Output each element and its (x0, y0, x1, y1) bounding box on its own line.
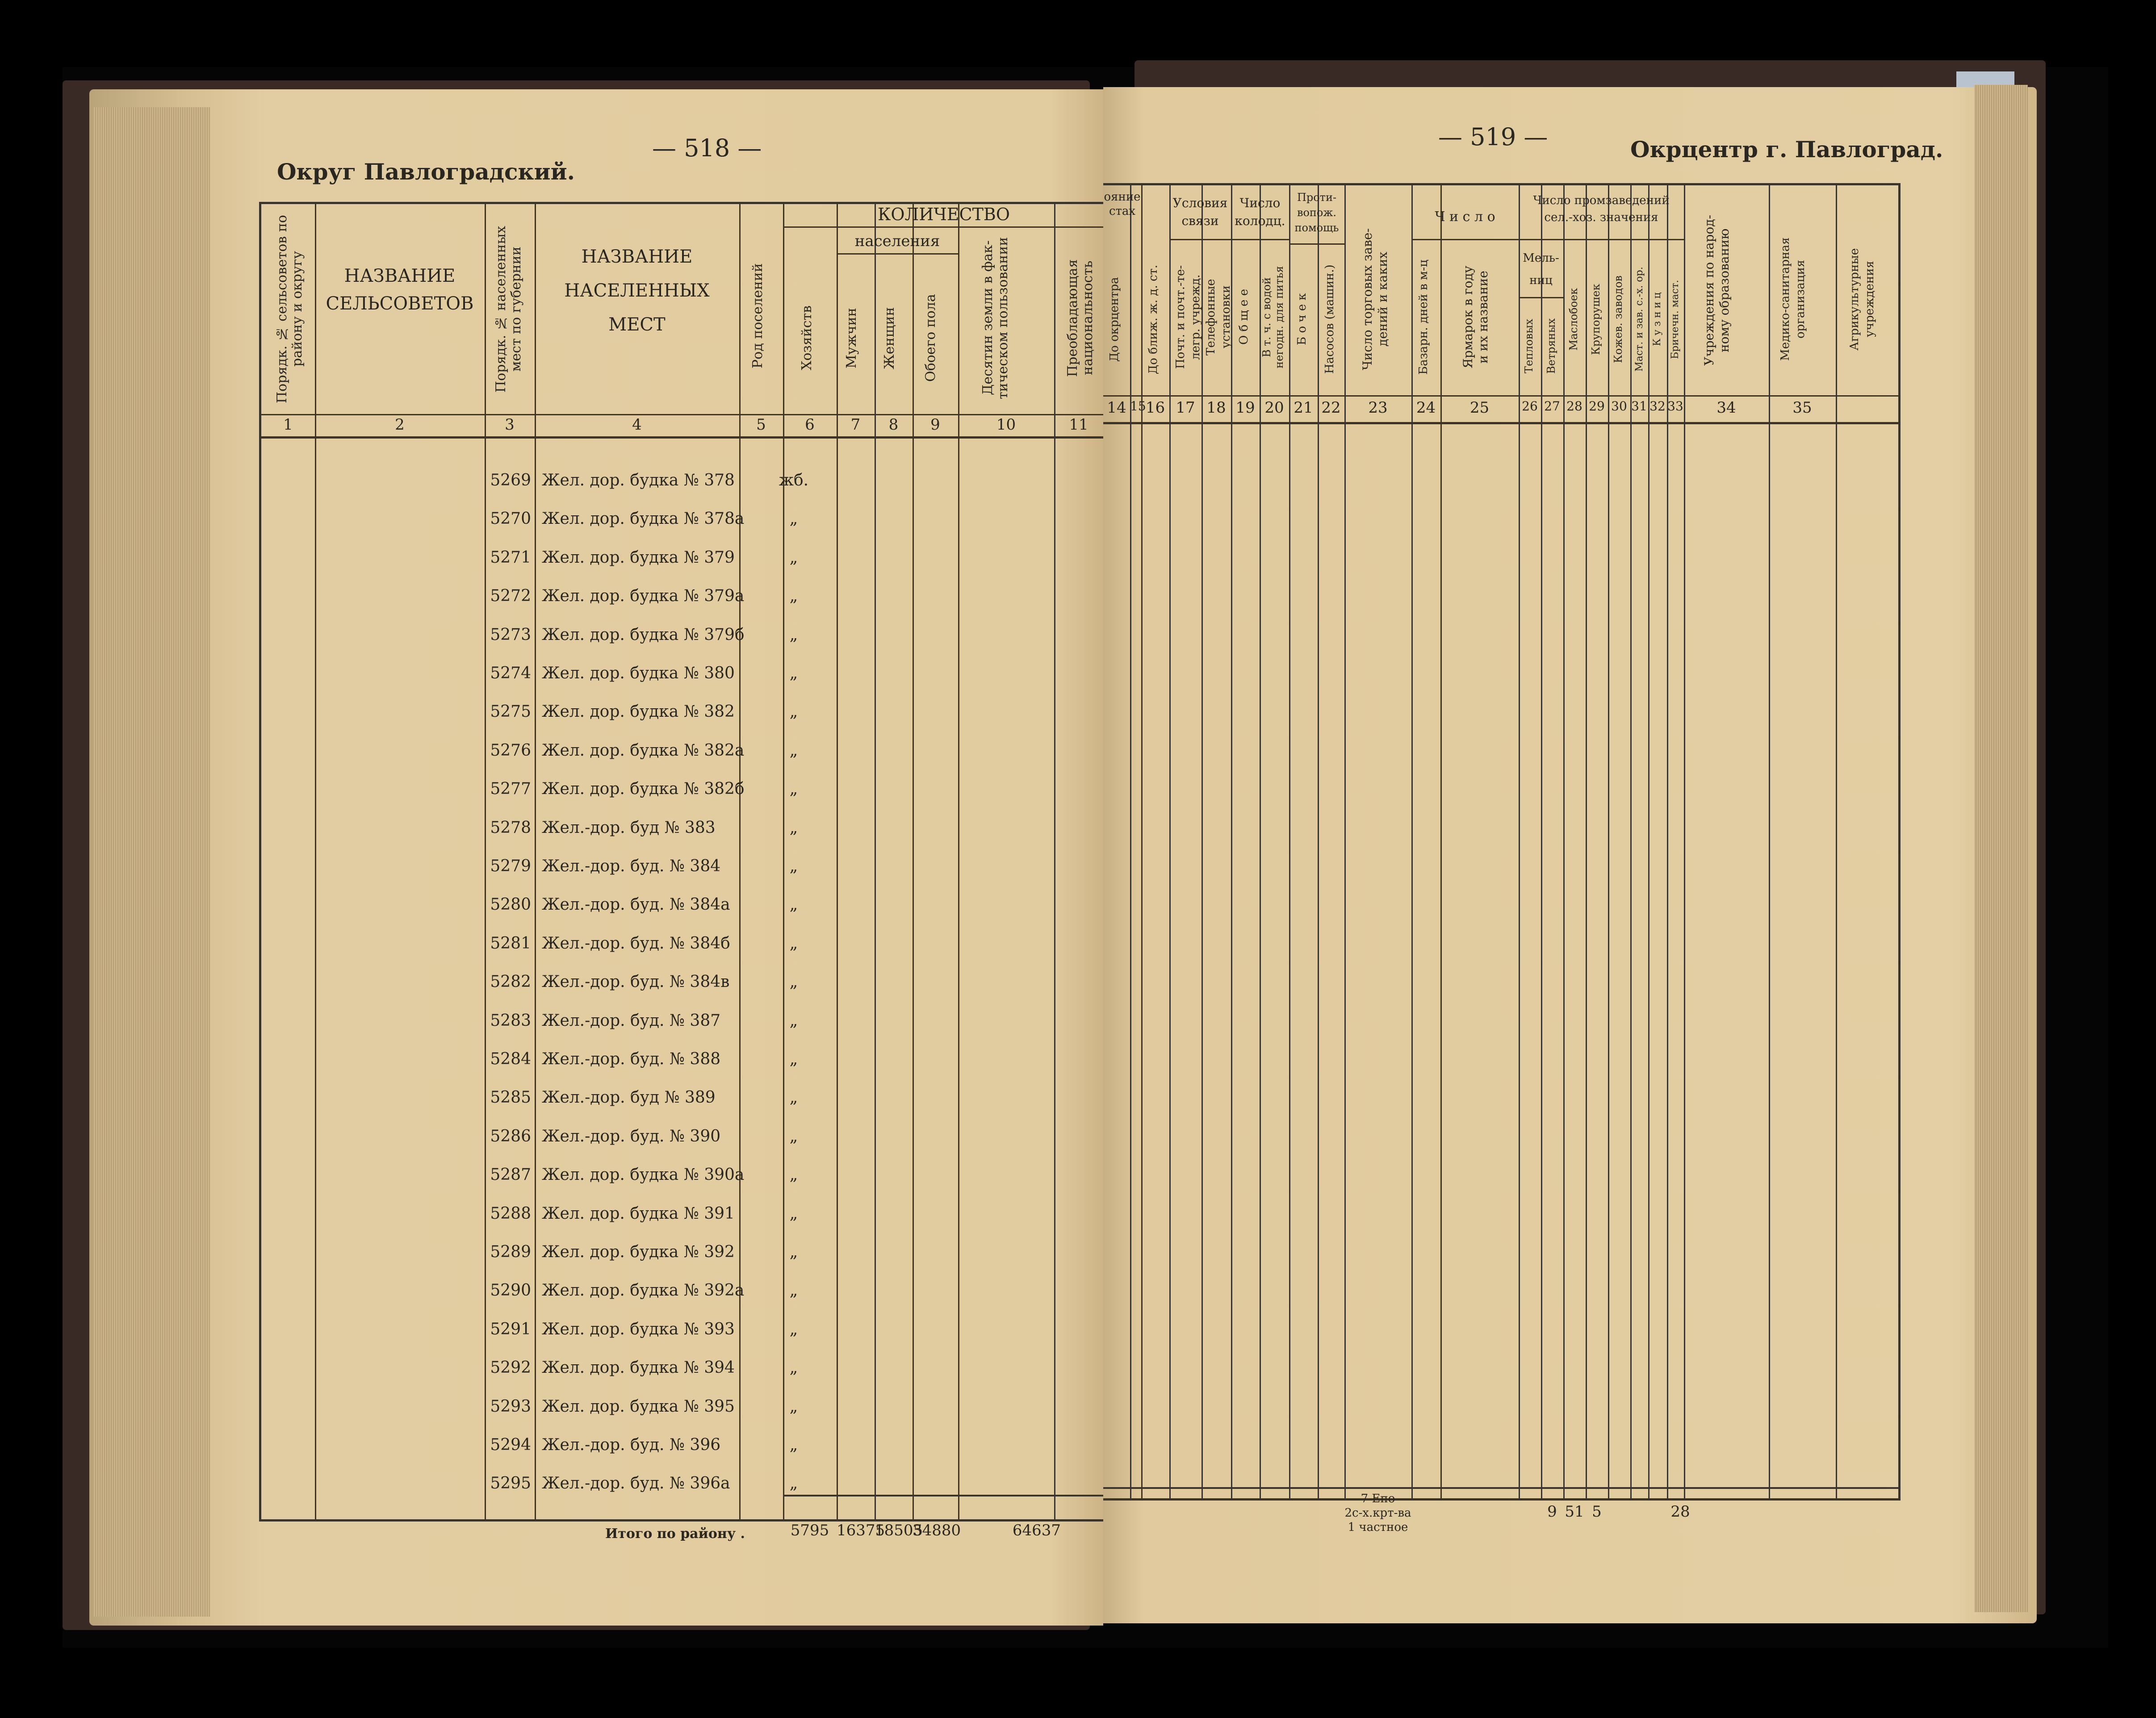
col-head-8: Женщин (882, 307, 897, 369)
settlement-type: „ (789, 1088, 798, 1107)
settlement-number: 5295 (490, 1474, 531, 1493)
settlement-name: Жел. дор. будка № 380 (542, 664, 735, 682)
settlement-type: „ (789, 1474, 798, 1493)
left-page-number: — 518 — (652, 134, 762, 162)
settlement-number: 5271 (490, 548, 531, 567)
col-num-32: 32 (1649, 399, 1666, 414)
settlement-name: Жел. дор. будка № 382а (542, 741, 745, 760)
settlement-number: 5290 (490, 1281, 531, 1300)
group-fire: Проти- вопож. помощь (1294, 191, 1339, 234)
settlement-row (485, 587, 798, 625)
settlement-type: „ (789, 1320, 798, 1338)
settlement-name: Жел. дор. будка № 390а (542, 1166, 745, 1184)
col-head-11: Преобладающая национальность (1065, 259, 1096, 377)
right-table (1103, 183, 1901, 1534)
settlement-type: „ (789, 1011, 798, 1030)
col-head-14: До ближ. ж. д. ст. (1147, 264, 1160, 374)
col-head-25: Тепловых (1523, 318, 1535, 374)
settlement-name: Жел. дор. будка № 378 (542, 471, 735, 489)
settlement-row (485, 1088, 798, 1127)
settlement-number: 5284 (490, 1050, 531, 1068)
settlement-row (485, 818, 798, 857)
settlement-row (485, 471, 809, 510)
group-distance: ояние стах (1104, 190, 1141, 218)
group-wells: Число колодц. (1235, 196, 1285, 228)
settlement-number: 5275 (490, 702, 531, 721)
right-column-numbers (1103, 399, 1898, 421)
col-head-33: Учреждения по народ- ному образованию (1702, 215, 1732, 366)
settlement-name: Жел. дор. будка № 391 (542, 1204, 735, 1223)
settlement-number: 5278 (490, 818, 531, 837)
settlement-number: 5277 (490, 780, 531, 798)
col-head-1: Порядк. № сельсоветов по району и округу (274, 215, 305, 403)
total-trade: 7 Епо 2с-х.крт-ва 1 частное (1344, 1492, 1411, 1534)
col-head-31: К у з н и ц (1652, 292, 1663, 347)
col-num-25: 25 (1469, 399, 1490, 417)
settlement-name: Жел.-дор. буд. № 384 (542, 857, 721, 875)
settlement-type: „ (789, 1397, 798, 1416)
settlement-number: 5270 (490, 510, 531, 528)
col-num-9: 9 (930, 416, 940, 434)
col-num-10: 10 (996, 416, 1016, 434)
col-head-23: Базарн. дней в м-ц (1417, 259, 1430, 375)
settlement-number: 5273 (490, 625, 531, 644)
settlement-type: „ (789, 1127, 798, 1145)
col-head-30: Маст. и зав. с.-х. ор. (1634, 267, 1645, 372)
col-num-26: 26 (1522, 399, 1538, 414)
settlement-type: „ (789, 895, 798, 914)
left-header: Округ Павлоградский. (277, 159, 575, 185)
settlement-name: Жел.-дор. буд. № 388 (542, 1050, 721, 1068)
settlement-row (485, 973, 798, 1011)
settlement-number: 5276 (490, 741, 531, 760)
col-num-29: 29 (1589, 399, 1605, 414)
col-num-4: 4 (632, 416, 642, 434)
settlement-type: „ (789, 857, 798, 875)
col-num-23: 23 (1368, 399, 1388, 417)
settlement-name: Жел.-дор. буд. № 384в (542, 973, 730, 991)
col-num-2: 2 (395, 416, 405, 434)
total-c31: 28 (1670, 1503, 1690, 1521)
col-num-34: 34 (1716, 399, 1736, 417)
settlement-number: 5286 (490, 1127, 531, 1145)
settlement-row (485, 1011, 798, 1050)
col-num-19: 19 (1235, 399, 1255, 417)
col-num-14: 14 (1107, 399, 1126, 417)
col-num-31: 31 (1631, 399, 1647, 414)
settlement-name: Жел.-дор. буд. № 387 (542, 1011, 721, 1030)
total-both: 34880 (913, 1522, 961, 1539)
settlement-name: Жел. дор. будка № 392а (542, 1281, 745, 1300)
settlement-type: „ (789, 934, 798, 953)
col-head-5: Род поселений (750, 263, 766, 368)
settlement-row (485, 664, 798, 702)
col-num-7: 7 (850, 416, 861, 434)
settlement-type: „ (789, 625, 798, 644)
col-num-30: 30 (1611, 399, 1627, 414)
settlement-number: 5279 (490, 857, 531, 875)
settlement-type: „ (789, 1281, 798, 1300)
settlement-row (485, 857, 798, 895)
settlement-row (485, 1127, 798, 1166)
settlement-number: 5285 (490, 1088, 531, 1107)
col-head-22: Число торговых заве- дений и каких (1360, 228, 1390, 370)
settlement-row (485, 1320, 798, 1359)
settlement-row (485, 625, 798, 664)
right-page-edges (1974, 85, 2028, 1612)
settlement-row (485, 780, 798, 818)
settlement-type: „ (789, 1243, 798, 1261)
group-population: населения (854, 232, 940, 250)
settlement-name: Жел. дор. будка № 379б (542, 625, 745, 644)
settlement-number: 5287 (490, 1166, 531, 1184)
settlement-number: 5293 (490, 1397, 531, 1416)
col-num-3: 3 (505, 416, 515, 434)
total-c27: 5 (1592, 1503, 1602, 1521)
settlement-type: „ (789, 1204, 798, 1223)
col-num-20: 20 (1264, 399, 1284, 417)
col-num-1: 1 (283, 416, 293, 434)
settlement-type: „ (789, 973, 798, 991)
settlement-row (485, 934, 798, 973)
col-head-28: Крупорушек (1590, 284, 1602, 355)
settlement-name: Жел.-дор. буд. № 396а (542, 1474, 730, 1493)
col-head-32: Бричечн. маст. (1670, 280, 1681, 359)
settlement-row (485, 1397, 798, 1436)
settlement-name: Жел. дор. будка № 394 (542, 1359, 735, 1377)
col-head-4: НАЗВАНИЕ НАСЕЛЕННЫХ МЕСТ (564, 247, 710, 335)
right-page-number: — 519 — (1438, 123, 1548, 151)
col-num-11: 11 (1069, 416, 1088, 434)
settlement-type: „ (789, 1359, 798, 1377)
col-num-22: 22 (1321, 399, 1341, 417)
settlement-name: Жел. дор. будка № 393 (542, 1320, 735, 1338)
left-table (259, 202, 1105, 1542)
settlement-number: 5269 (490, 471, 531, 489)
col-head-20: Б о ч е к (1295, 293, 1309, 346)
col-head-17: Телефонные установки (1204, 279, 1233, 355)
group-count: Ч и с л о (1435, 209, 1495, 225)
settlement-number: 5280 (490, 895, 531, 914)
settlement-row (485, 702, 798, 741)
settlement-type: „ (789, 664, 798, 682)
group-mills: Мель- ниц (1523, 251, 1559, 287)
left-page-edges (94, 107, 210, 1617)
settlement-number: 5288 (490, 1204, 531, 1223)
col-num-17: 17 (1176, 399, 1195, 417)
col-head-7: Мужчин (844, 308, 859, 368)
settlement-name: Жел.-дор. буд. № 384а (542, 895, 730, 914)
settlement-name: Жел.-дор. буд № 389 (542, 1088, 716, 1107)
total-households: 5795 (790, 1522, 829, 1539)
col-head-9: Обоего пола (923, 294, 938, 382)
settlement-number: 5294 (490, 1436, 531, 1454)
col-head-21: Насосов (машин.) (1323, 264, 1336, 374)
col-num-35: 35 (1792, 399, 1812, 417)
settlement-number: 5272 (490, 587, 531, 606)
group-quantity: КОЛИЧЕСТВО (877, 205, 1010, 224)
settlement-name: Жел. дор. будка № 395 (542, 1397, 735, 1416)
col-head-24: Ярмарок в году и их название (1461, 265, 1490, 369)
settlement-number: 5283 (490, 1011, 531, 1030)
settlement-row (485, 1474, 798, 1513)
settlement-row (485, 1050, 798, 1088)
col-head-16: Почт. и почт.-те- легр. учрежд. (1174, 265, 1202, 369)
settlement-type: „ (789, 587, 798, 606)
settlement-name: Жел.-дор. буд. № 390 (542, 1127, 721, 1145)
col-head-10: Десятин земли в фак-тическом пользовании (980, 237, 1011, 399)
settlement-row (485, 1436, 798, 1474)
settlement-name: Жел. дор. будка № 382б (542, 780, 745, 798)
settlement-row (485, 1281, 798, 1320)
settlement-type: „ (789, 548, 798, 567)
settlement-name: Жел.-дор. буд. № 396 (542, 1436, 721, 1454)
settlement-name: Жел.-дор. буд. № 384б (542, 934, 730, 953)
group-connection: Условия связи (1172, 196, 1228, 228)
settlement-name: Жел. дор. будка № 392 (542, 1243, 735, 1261)
settlement-type: „ (789, 1436, 798, 1454)
settlement-row (485, 548, 798, 587)
settlement-type: „ (789, 780, 798, 798)
col-head-18: О б щ е е (1237, 289, 1251, 345)
col-num-33: 33 (1667, 399, 1683, 414)
col-head-6: Хозяйств (799, 305, 815, 371)
col-head-2: НАЗВАНИЕ СЕЛЬСОВЕТОВ (326, 266, 474, 314)
col-head-19: В т. ч. с водой негодн. для питья (1260, 266, 1285, 368)
settlement-row (485, 1243, 798, 1281)
col-head-29: Кожев. заводов (1612, 275, 1624, 364)
total-men: 16375 (837, 1522, 885, 1539)
col-num-16: 16 (1145, 399, 1165, 417)
settlement-name: Жел. дор. будка № 379 (542, 548, 735, 567)
col-num-5: 5 (756, 416, 766, 434)
settlement-number: 5292 (490, 1359, 531, 1377)
settlement-row (485, 1359, 798, 1397)
settlement-row (485, 1166, 798, 1204)
col-head-34: Медико-санитарная организация (1779, 237, 1807, 361)
settlement-number: 5282 (490, 973, 531, 991)
col-num-15: 15 (1130, 399, 1146, 414)
col-num-28: 28 (1566, 399, 1582, 414)
col-num-21: 21 (1294, 399, 1313, 417)
col-num-27: 27 (1544, 399, 1560, 414)
settlement-type: „ (789, 1050, 798, 1068)
right-header: Окрцентр г. Павлоград. (1630, 136, 1943, 163)
col-num-6: 6 (805, 416, 815, 434)
settlement-name: Жел. дор. будка № 378а (542, 510, 745, 528)
col-head-26: Ветряных (1545, 318, 1557, 374)
col-num-24: 24 (1416, 399, 1436, 417)
total-label: Итого по району . (605, 1526, 745, 1542)
col-head-27: Маслобоек (1567, 288, 1580, 351)
settlement-type: „ (789, 702, 798, 721)
group-industry: Число промзаведений сел.-хоз. значения (1533, 194, 1670, 224)
settlement-rows (485, 471, 809, 1498)
settlement-row (485, 895, 798, 934)
settlement-name: Жел. дор. будка № 379а (542, 587, 745, 606)
col-num-8: 8 (888, 416, 899, 434)
col-num-18: 18 (1206, 399, 1226, 417)
total-c25: 9 (1547, 1503, 1557, 1521)
settlement-row (485, 510, 798, 548)
settlement-row (485, 1204, 798, 1243)
settlement-number: 5274 (490, 664, 531, 682)
settlement-name: Жел.-дор. буд № 383 (542, 818, 716, 837)
col-head-35: Агрикультурные учреждения (1848, 248, 1876, 351)
settlement-name: Жел. дор. будка № 382 (542, 702, 735, 721)
total-land: 64637 (1012, 1522, 1061, 1539)
settlement-type: жб. (779, 471, 809, 489)
col-head-13: До окрцентра (1108, 277, 1121, 362)
settlement-number: 5281 (490, 934, 531, 953)
settlement-number: 5291 (490, 1320, 531, 1338)
settlement-type: „ (789, 1166, 798, 1184)
settlement-type: „ (789, 818, 798, 837)
settlement-type: „ (789, 510, 798, 528)
settlement-number: 5289 (490, 1243, 531, 1261)
settlement-row (485, 741, 798, 780)
col-head-3: Порядк. № населенных мест по губернии (493, 226, 524, 393)
total-women: 18505 (875, 1522, 923, 1539)
total-c26: 51 (1565, 1503, 1584, 1521)
settlement-type: „ (789, 741, 798, 760)
